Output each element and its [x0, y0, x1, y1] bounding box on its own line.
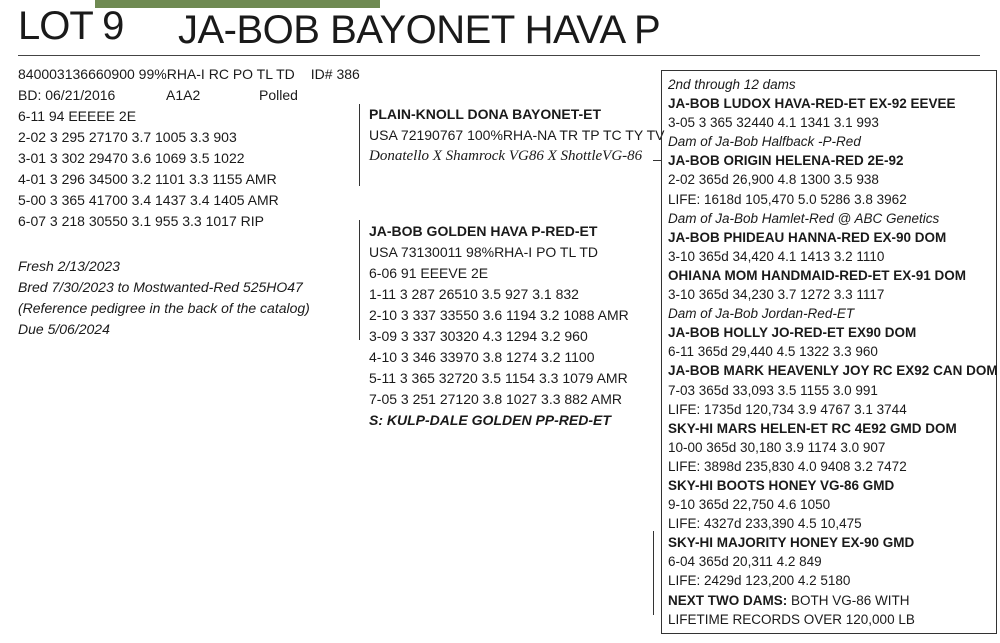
dam-ancestor-record: LIFE: 1735d 120,734 3.9 4767 3.1 3744 [668, 401, 907, 417]
lifetime-records-note: LIFETIME RECORDS OVER 120,000 LB [668, 611, 915, 627]
sire-block [369, 104, 664, 167]
dam-ancestor-record: 3-10 365d 34,230 3.7 1272 3.3 1117 [668, 287, 885, 303]
animal-info [18, 64, 360, 232]
dam-ancestor-record: 9-10 365d 22,750 4.6 1050 [668, 497, 831, 513]
header-rule [18, 55, 980, 56]
dam-ancestor-name: JA-BOB ORIGIN HELENA-RED 2E-92 [668, 153, 904, 169]
dam-ancestor-record: 2-02 365d 26,900 4.8 1300 3.5 938 [668, 172, 879, 188]
dam-ancestor-record: LIFE: 1618d 105,470 5.0 5286 3.8 3962 [668, 191, 907, 207]
dam-record: 2-10 3 337 33550 3.6 1194 3.2 1088 AMR [369, 307, 629, 323]
dam-registration: USA 73130011 98%RHA-I PO TL TD [369, 244, 599, 260]
pedigree-connector-dam [359, 220, 360, 340]
dams-lines [668, 94, 996, 590]
sire-name: PLAIN-KNOLL DONA BAYONET-ET [369, 106, 602, 122]
dam-ancestor-name: JA-BOB HOLLY JO-RED-ET EX90 DOM [668, 325, 917, 341]
dam-ancestor-record: LIFE: 3898d 235,830 4.0 9408 3.2 7472 [668, 458, 907, 474]
dam-of-note: Dam of Ja-Bob Jordan-Red-ET [668, 306, 855, 322]
dams-pedigree-box [661, 70, 997, 634]
sire-pedigree: Donatello X Shamrock VG86 X ShottleVG-86 [369, 148, 643, 164]
record-line: 3-01 3 302 29470 3.6 1069 3.5 1022 [18, 150, 245, 166]
dam-of-note: Dam of Ja-Bob Halfback -P-Red [668, 134, 861, 150]
dam-ancestor-name: JA-BOB LUDOX HAVA-RED-ET EX-92 EEVEE [668, 96, 956, 112]
animal-birth-row [18, 85, 360, 106]
record-line: 4-01 3 296 34500 3.2 1101 3.3 1155 AMR [18, 171, 277, 187]
genotype: A1A2 [166, 87, 201, 103]
dams-heading: 2nd through 12 dams [668, 77, 796, 92]
dam-record: 6-06 91 EEEVE 2E [369, 265, 489, 281]
dam-ancestor-name: SKY-HI MARS HELEN-ET RC 4E92 GMD DOM [668, 420, 957, 436]
animal-ids-row [18, 64, 360, 85]
record-line: 2-02 3 295 27170 3.7 1005 3.3 903 [18, 129, 237, 145]
birth-date: BD: 06/21/2016 [18, 87, 116, 103]
fresh-date: Fresh 2/13/2023 [18, 258, 120, 274]
dam-ancestor-record: 3-10 365d 34,420 4.1 1413 3.2 1110 [668, 248, 885, 264]
photo-strip [95, 0, 380, 8]
dam-ancestor-record: LIFE: 2429d 123,200 4.2 5180 [668, 573, 851, 589]
lot-number: LOT 9 [18, 4, 124, 48]
next-two-dams [668, 591, 996, 610]
pedigree-reference: (Reference pedigree in the back of the catalog) [18, 300, 310, 316]
sire-connector [653, 160, 661, 161]
polled-status: Polled [259, 87, 298, 103]
dam-ancestor-name: JA-BOB MARK HEAVENLY JOY RC EX92 CAN DOM [668, 363, 998, 379]
animal-id-number: ID# 386 [310, 66, 360, 82]
next-two-dams-text: BOTH VG-86 WITH [787, 592, 910, 608]
sire-registration: USA 72190767 100%RHA-NA TR TP TC TY TV [369, 127, 665, 143]
animal-name: JA-BOB BAYONET HAVA P [178, 8, 661, 52]
dam-ancestor-record: 7-03 365d 33,093 3.5 1155 3.0 991 [668, 382, 878, 398]
record-line: 6-07 3 218 30550 3.1 955 3.3 1017 RIP [18, 213, 264, 229]
dam-ancestor-record: LIFE: 4327d 233,390 4.5 10,475 [668, 516, 862, 532]
dam-record: 5-11 3 365 32720 3.5 1154 3.3 1079 AMR [369, 370, 628, 386]
dam-ancestor-record: 3-05 3 365 32440 4.1 1341 3.1 993 [668, 115, 879, 131]
record-line: 5-00 3 365 41700 3.4 1437 3.4 1405 AMR [18, 192, 279, 208]
dam-record: 3-09 3 337 30320 4.3 1294 3.2 960 [369, 328, 588, 344]
dam-of-note: Dam of Ja-Bob Hamlet-Red @ ABC Genetics [668, 210, 940, 226]
animal-ids: 840003136660900 99%RHA-I RC PO TL TD [18, 66, 295, 82]
breeding-notes [18, 256, 310, 340]
due-date: Due 5/06/2024 [18, 321, 110, 337]
dam-ancestor-name: SKY-HI BOOTS HONEY VG-86 GMD [668, 477, 895, 493]
dam-name: JA-BOB GOLDEN HAVA P-RED-ET [369, 223, 598, 239]
dam-block [369, 221, 629, 431]
dam-connector [653, 531, 654, 615]
dam-sire: S: KULP-DALE GOLDEN PP-RED-ET [369, 412, 611, 428]
pedigree-connector-sire [359, 104, 360, 186]
dam-ancestor-name: OHIANA MOM HANDMAID-RED-ET EX-91 DOM [668, 267, 966, 283]
dam-ancestor-name: SKY-HI MAJORITY HONEY EX-90 GMD [668, 535, 915, 551]
dam-ancestor-record: 10-00 365d 30,180 3.9 1174 3.0 907 [668, 439, 886, 455]
dam-ancestor-name: JA-BOB PHIDEAU HANNA-RED EX-90 DOM [668, 229, 947, 245]
dam-record: 1-11 3 287 26510 3.5 927 3.1 832 [369, 286, 579, 302]
bred-info: Bred 7/30/2023 to Mostwanted-Red 525HO47 [18, 279, 303, 295]
dam-record: 7-05 3 251 27120 3.8 1027 3.3 882 AMR [369, 391, 622, 407]
next-two-dams-label: NEXT TWO DAMS: [668, 592, 788, 608]
dam-record: 4-10 3 346 33970 3.8 1274 3.2 1100 [369, 349, 595, 365]
record-line: 6-11 94 EEEEE 2E [18, 108, 137, 124]
dam-ancestor-record: 6-11 365d 29,440 4.5 1322 3.3 960 [668, 344, 878, 360]
dam-ancestor-record: 6-04 365d 20,311 4.2 849 [668, 554, 822, 570]
